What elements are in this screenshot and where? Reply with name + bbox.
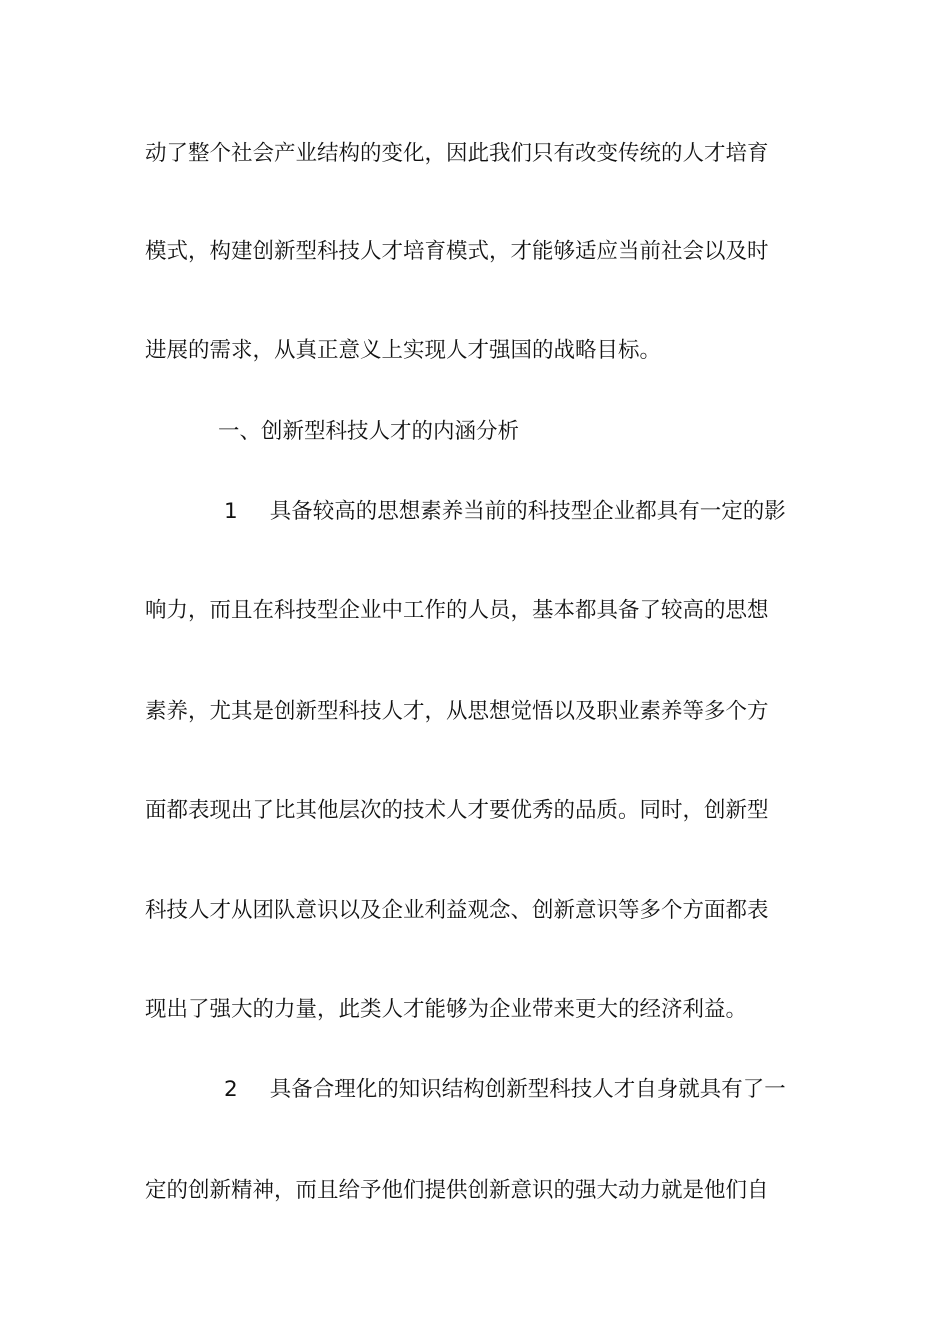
paragraph-line: 定的创新精神，而且给予他们提供创新意识的强大动力就是他们自 (145, 1178, 769, 1203)
paragraph-line: 面都表现出了比其他层次的技术人才要优秀的品质。同时，创新型 (145, 798, 769, 823)
paragraph-line: 响力，而且在科技型企业中工作的人员，基本都具备了较高的思想 (145, 598, 769, 623)
numbered-line (224, 1075, 889, 1105)
item-number: 2 (224, 1077, 238, 1102)
section-heading: 一、创新型科技人才的内涵分析 (218, 419, 520, 444)
numbered-line (224, 497, 889, 527)
paragraph-line: 具备较高的思想素养当前的科技型企业都具有一定的影 (269, 499, 786, 524)
paragraph-line: 模式，构建创新型科技人才培育模式，才能够适应当前社会以及时 (145, 239, 769, 264)
paragraph-line: 现出了强大的力量，此类人才能够为企业带来更大的经济利益。 (145, 997, 748, 1022)
paragraph-line: 动了整个社会产业结构的变化，因此我们只有改变传统的人才培育 (145, 141, 769, 166)
paragraph-line: 素养，尤其是创新型科技人才，从思想觉悟以及职业素养等多个方 (145, 699, 769, 724)
paragraph-line: 进展的需求，从真正意义上实现人才强国的战略目标。 (145, 338, 662, 363)
item-number: 1 (224, 499, 238, 524)
paragraph-line: 具备合理化的知识结构创新型科技人才自身就具有了一 (269, 1077, 786, 1102)
paragraph-line: 科技人才从团队意识以及企业利益观念、创新意识等多个方面都表 (145, 898, 769, 923)
